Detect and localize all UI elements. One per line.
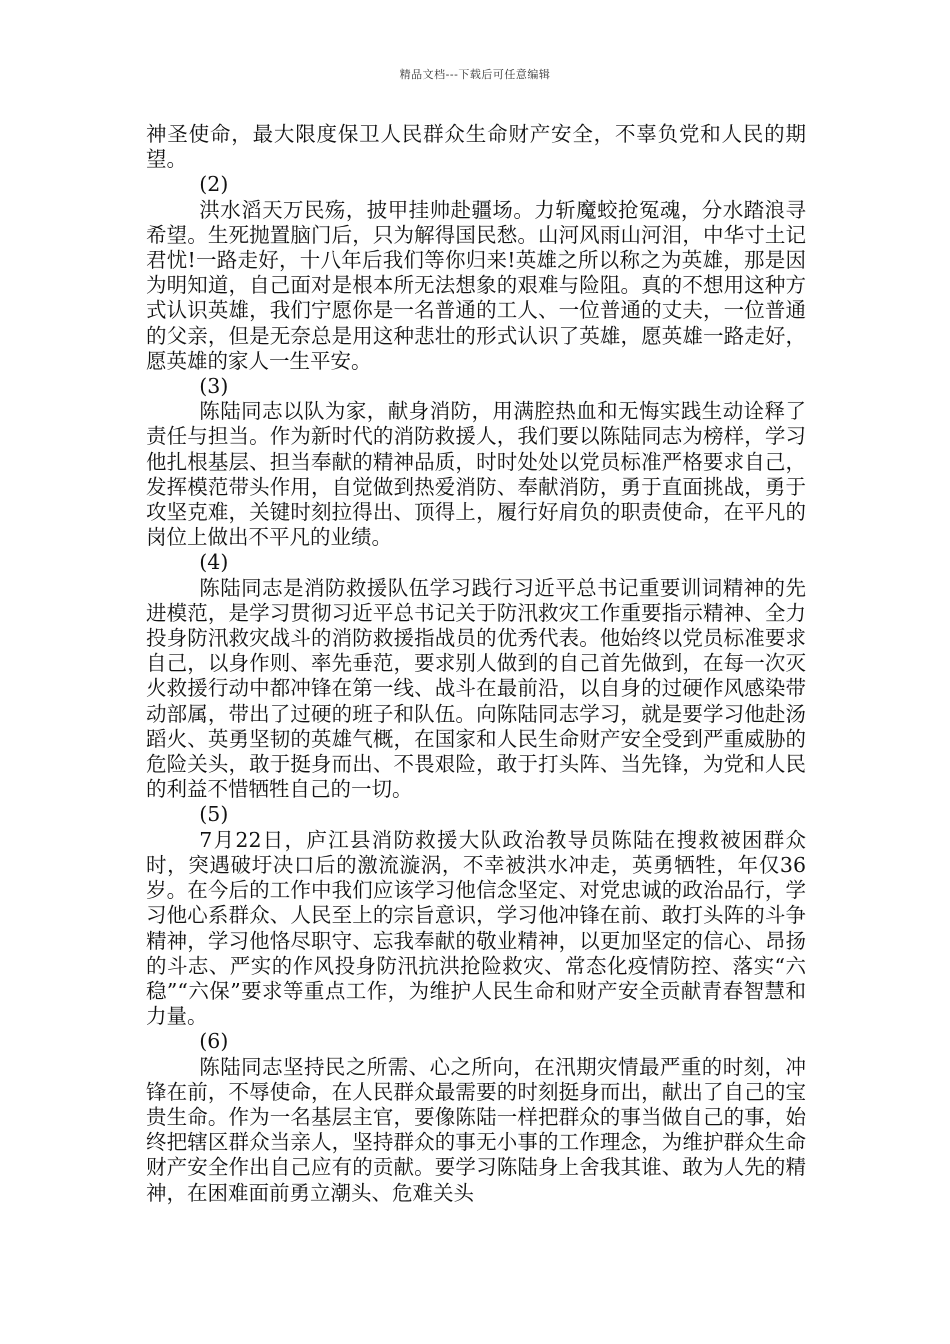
paragraph-continuation: 神圣使命，最大限度保卫人民群众生命财产安全，不辜负党和人民的期望。 <box>146 122 806 172</box>
paragraph-6: 陈陆同志坚持民之所需、心之所向，在汛期灾情最严重的时刻，冲锋在前，不辱使命，在人民群众最需要的时刻挺身而出，献出了自己的宝贵生命。作为一名基层主官，要像陈陆一样把群众的事当做自己的事，始终把辖区群众当亲人，坚持群众的事无小事的工作理念，为维护群众生命财产安全作出自己应有的贡献。要学习陈陆身上舍我其谁、敢为人先的精神，在困难面前勇立潮头、危难关头 <box>146 1054 806 1205</box>
paragraph-2: 洪水滔天万民殇，披甲挂帅赴疆场。力斩魔蛟抢冤魂，分水踏浪寻希望。生死抛置脑门后，只为解得国民愁。山河风雨山河泪，中华寸土记君忧!一路走好，十八年后我们等你归来!英雄之所以称之为英雄，那是因为明知道，自己面对是根本所无法想象的艰难与险阻。真的不想用这种方式认识英雄，我们宁愿你是一名普通的工人、一位普通的丈夫，一位普通的父亲，但是无奈总是用这种悲壮的形式认识了英雄，愿英雄一路走好，愿英雄的家人一生平安。 <box>146 197 806 373</box>
section-number-5: (5) <box>199 802 229 827</box>
document-body <box>146 122 806 1206</box>
paragraph-5: 7月22日，庐江县消防救援大队政治教导员陈陆在搜救被困群众时，突遇破圩决口后的激流漩涡，不幸被洪水冲走，英勇牺牲，年仅36岁。在今后的工作中我们应该学习他信念坚定、对党忠诚的政治品行，学习他心系群众、人民至上的宗旨意识，学习他冲锋在前、敢打头阵的斗争精神，学习他恪尽职守、忘我奉献的敬业精神，以更加坚定的信心、昂扬的斗志、严实的作风投身防汛抗洪抢险救灾、常态化疫情防控、落实“六稳”“六保”要求等重点工作，为维护人民生命和财产安全贡献青春智慧和力量。 <box>146 827 806 1029</box>
page-header: 精品文档---下载后可任意编辑 <box>399 68 551 81</box>
section-number-2: (2) <box>199 172 229 197</box>
paragraph-3: 陈陆同志以队为家，献身消防，用满腔热血和无悔实践生动诠释了责任与担当。作为新时代的消防救援人，我们要以陈陆同志为榜样，学习他扎根基层、担当奉献的精神品质，时时处处以党员标准严格要求自己，发挥模范带头作用，自觉做到热爱消防、奉献消防，勇于直面挑战，勇于攻坚克难，关键时刻拉得出、顶得上，履行好肩负的职责使命，在平凡的岗位上做出不平凡的业绩。 <box>146 399 806 550</box>
section-number-3: (3) <box>199 374 229 399</box>
section-number-4: (4) <box>199 550 229 575</box>
paragraph-4: 陈陆同志是消防救援队伍学习践行习近平总书记重要训词精神的先进模范，是学习贯彻习近平总书记关于防汛救灾工作重要指示精神、全力投身防汛救灾战斗的消防救援指战员的优秀代表。他始终以党员标准要求自己，以身作则、率先垂范，要求别人做到的自己首先做到，在每一次灭火救援行动中都冲锋在第一线、战斗在最前沿，以自身的过硬作风感染带动部属，带出了过硬的班子和队伍。向陈陆同志学习，就是要学习他赴汤蹈火、英勇坚韧的英雄气概，在国家和人民生命财产安全受到严重威胁的危险关头，敢于挺身而出、不畏艰险，敢于打头阵、当先锋，为党和人民的利益不惜牺牲自己的一切。 <box>146 575 806 802</box>
section-number-6: (6) <box>199 1029 229 1054</box>
